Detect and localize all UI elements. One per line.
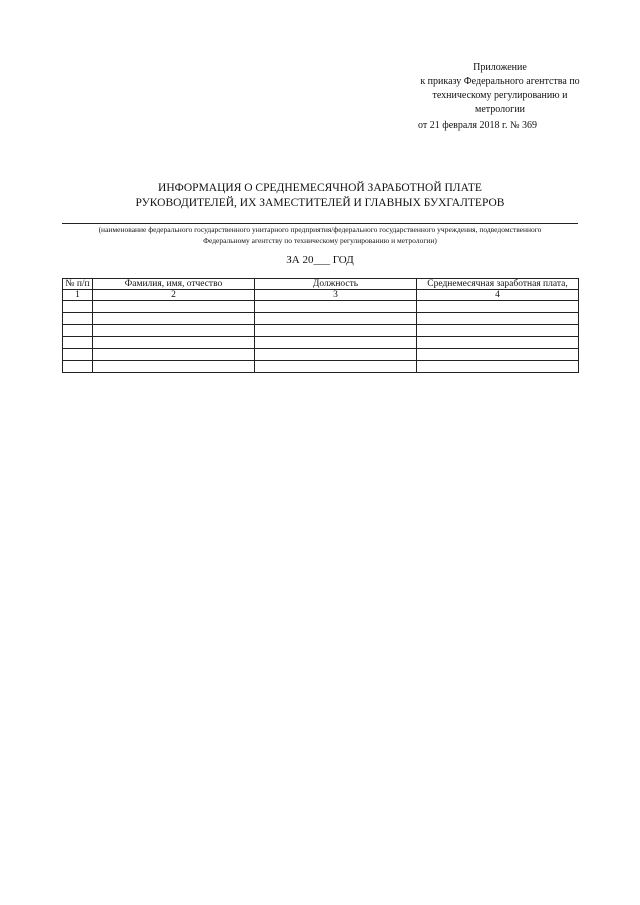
appendix-line: метрологии xyxy=(475,104,525,115)
table-row xyxy=(63,301,579,313)
table-cell xyxy=(93,337,255,349)
table-cell xyxy=(417,301,579,313)
column-number: 4 xyxy=(417,290,579,301)
column-number: 3 xyxy=(255,290,417,301)
table-cell xyxy=(255,349,417,361)
table-cell xyxy=(417,325,579,337)
appendix-block xyxy=(400,61,600,117)
header-full-name: Фамилия, имя, отчество xyxy=(93,279,255,290)
table-cell xyxy=(417,313,579,325)
table-row xyxy=(63,337,579,349)
header-number: № п/п xyxy=(63,279,93,290)
table-cell xyxy=(63,301,93,313)
table-cell xyxy=(417,337,579,349)
table-cell xyxy=(93,301,255,313)
table-cell xyxy=(255,337,417,349)
table-cell xyxy=(63,313,93,325)
table-column-numbers-row xyxy=(63,290,579,301)
appendix-line: техническому регулированию и xyxy=(432,90,568,101)
table-cell xyxy=(93,349,255,361)
table-cell xyxy=(63,361,93,373)
table-cell xyxy=(63,337,93,349)
table-cell xyxy=(255,313,417,325)
column-number: 1 xyxy=(63,290,93,301)
table-cell xyxy=(93,361,255,373)
table-cell xyxy=(255,301,417,313)
table-cell xyxy=(63,349,93,361)
table-cell xyxy=(255,325,417,337)
appendix-line: к приказу Федерального агентства по xyxy=(420,76,580,87)
organization-name-hint xyxy=(60,225,580,246)
header-position: Должность xyxy=(255,279,417,290)
table-header-row xyxy=(63,279,579,290)
table-cell xyxy=(93,313,255,325)
order-date: от 21 февраля 2018 г. № 369 xyxy=(418,120,538,131)
title-line: ИНФОРМАЦИЯ О СРЕДНЕМЕСЯЧНОЙ ЗАРАБОТНОЙ ПЛАТЕ xyxy=(158,182,482,194)
table-cell xyxy=(417,361,579,373)
column-number: 2 xyxy=(93,290,255,301)
table-row xyxy=(63,349,579,361)
table-cell xyxy=(255,361,417,373)
salary-table xyxy=(62,278,579,373)
appendix-line: Приложение xyxy=(473,62,527,73)
table-row xyxy=(63,361,579,373)
table-cell xyxy=(63,325,93,337)
organization-name-line xyxy=(62,223,578,224)
table-row xyxy=(63,313,579,325)
title-line: РУКОВОДИТЕЛЕЙ, ИХ ЗАМЕСТИТЕЛЕЙ И ГЛАВНЫХ БУХГАЛТЕРОВ xyxy=(135,196,505,209)
table-cell xyxy=(93,325,255,337)
header-average-salary: Среднемесячная заработная плата, xyxy=(417,279,579,290)
hint-line: Федеральному агентству по техническому регулированию и метрологии) xyxy=(203,235,437,245)
table-cell xyxy=(417,349,579,361)
document-title xyxy=(60,181,580,210)
year-label: ЗА 20___ ГОД xyxy=(286,254,354,266)
table-row xyxy=(63,325,579,337)
hint-line: (наименование федерального государственного унитарного предприятия/федерального государственного учреждения, подведомственного xyxy=(98,225,542,234)
